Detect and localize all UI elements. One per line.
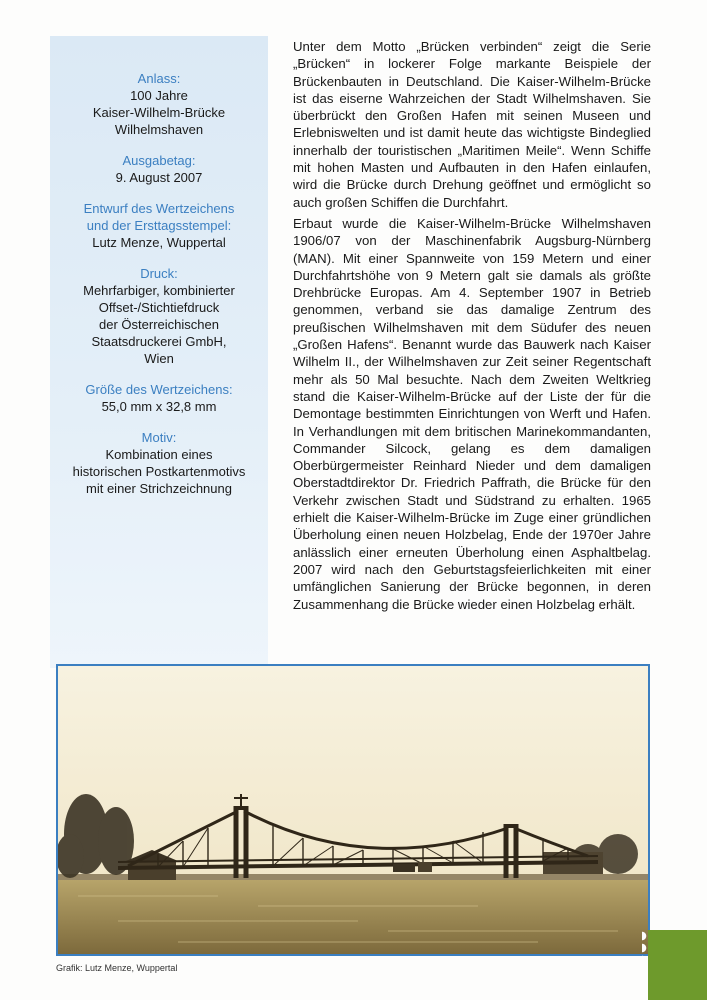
detail-label: Motiv: [141,430,177,445]
detail-value: 55,0 mm x 32,8 mm [101,399,217,414]
bridge-photo [56,664,650,956]
detail-label: Ausgabetag: [122,153,196,168]
stamp-logo [648,930,707,1000]
bridge-illustration [58,666,648,954]
detail-motif [50,429,268,497]
detail-label: Entwurf des Wertzeichens und der Ersttagsstempel: [83,201,235,233]
detail-label: Druck: [140,266,178,281]
detail-label: Größe des Wertzeichens: [85,382,233,397]
detail-value: Kombination eines historischen Postkartenmotivs mit einer Strichzeichnung [72,447,246,496]
article-body [293,38,651,617]
detail-print [50,265,268,367]
detail-value: Lutz Menze, Wuppertal [92,235,226,250]
detail-label: Anlass: [137,71,181,86]
detail-issue-date [50,152,268,186]
stamp-details [50,70,268,511]
detail-occasion [50,70,268,138]
detail-size [50,381,268,415]
detail-value: 9. August 2007 [115,170,203,185]
article-paragraph: Unter dem Motto „Brücken verbinden“ zeigt die Serie „Brücken“ in lockerer Folge markante Beispiele der Brückenbauten in Deutschland. Die Kaiser-Wilhelm-Brücke ist das eiserne Wahrzeichen der Stadt Wilhelmshaven. Sie überbrückt den Großen Hafen mit seinen Museen und Erlebniswelten und ist damit heute das wichtigste Bindeglied innerhalb der touristischen „Maritimen Meile“. Wenn Schiffe mit hohen Masten und Aufbauten in den Hafen einlaufen, wird die Brücke durch Drehung geöffnet und ermöglicht so auch großen Schiffen die Durchfahrt. [293,39,651,210]
article-paragraph: Erbaut wurde die Kaiser-Wilhelm-Brücke Wilhelmshaven 1906/07 von der Maschinenfabrik Augsburg-Nürnberg (MAN). Mit einer Spannweite von 159 Metern und einer Durchfahrtshöhe von 9 Metern galt sie damals als größte Drehbrücke Europas. Am 4. September 1907 in Betrieb genommen, verband sie das damalige Zentrum des preußischen Wilhelmshaven mit dem Südufer des neuen „Großen Hafens“. Benannt wurde das Bauwerk nach Kaiser Wilhelm II., der Wilhelmshaven zur Zeit seiner Regentschaft mehr als 50 Mal besuchte. Nach dem Zweiten Weltkrieg stand die Kaiser-Wilhelm-Brücke auf der Liste der für die Demontage bestimmten Einrichtungen von Werft und Hafen. In Verhandlungen mit dem britischen Marinekommandanten, Commander Silcock, gelang es dem damaligen Oberbürgermeister Reinhard Nieder und dem damaligen Oberstadtdirektor Dr. Friedrich Paffrath, die Brücke für den Verkehr zwischen Stadt und Südstrand zu erhalten. 1965 erhielt die Kaiser-Wilhelm-Brücke im Zuge einer gründlichen Überholung einen neuen Holzbelag, Ende der 1970er Jahre anlässlich einer erneuten Überholung einen Asphaltbelag. 2007 wird nach den Geburtstagsfeierlichkeiten mit einer umfänglichen Sanierung der Brücke begonnen, in deren Zusammenhang die Brücke wieder einen Holzbelag erhält. [293,215,651,612]
detail-design [50,200,268,251]
perforation-edge [642,930,654,1000]
detail-value: 100 Jahre Kaiser-Wilhelm-Brücke Wilhelmshaven [92,88,226,137]
image-credit: Grafik: Lutz Menze, Wuppertal [56,963,178,973]
detail-value: Mehrfarbiger, kombinierter Offset-/Stichtiefdruck der Österreichischen Staatsdruckerei GmbH, Wien [83,283,235,366]
